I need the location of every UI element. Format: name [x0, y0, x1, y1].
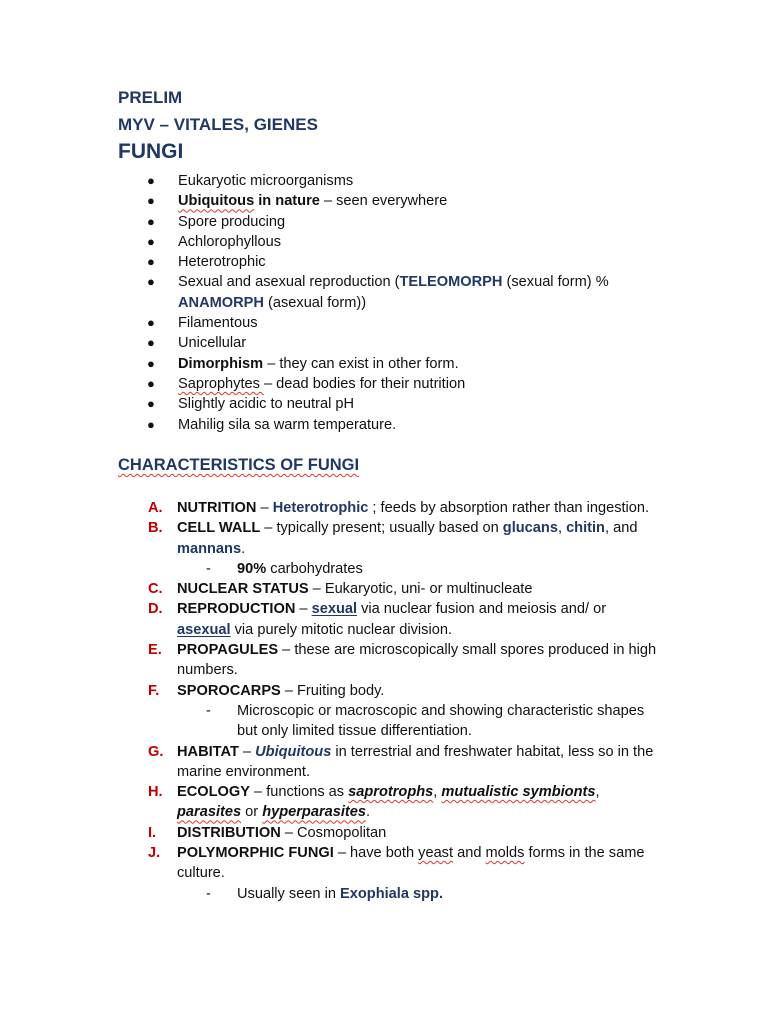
bullet-icon: ●: [147, 193, 155, 209]
list-item: A. NUTRITION – Heterotrophic ; feeds by absorption rather than ingestion.: [0, 498, 768, 518]
term-ubiquitous: Ubiquitous: [178, 193, 255, 210]
item-marker: C.: [148, 581, 163, 598]
list-item: E. PROPAGULES – these are microscopically small spores produced in high numbers.: [148, 642, 657, 679]
dash-marker: -: [206, 702, 211, 719]
bullet-icon: ●: [147, 274, 155, 290]
term-dimorphism: Dimorphism: [178, 355, 264, 372]
list-item: J. POLYMORPHIC FUNGI – have both yeast and molds forms in the same culture.: [148, 845, 645, 882]
dash-marker: -: [206, 885, 211, 902]
section-label-prelim: PRELIM: [118, 88, 183, 107]
list-item: ● Mahilig sila sa warm temperature.: [0, 415, 768, 435]
item-marker: H.: [148, 784, 163, 801]
list-item: ● Achlorophyllous: [0, 232, 768, 252]
term-teleomorph: TELEOMORPH: [399, 274, 503, 291]
list-item: ● Eukaryotic microorganisms: [0, 171, 768, 191]
bullet-icon: ●: [147, 315, 155, 331]
item-marker: F.: [148, 682, 160, 699]
list-item: ● Heterotrophic: [0, 252, 768, 272]
section-heading: CHARACTERISTICS OF FUNGI: [118, 456, 360, 474]
list-item: B. CELL WALL – typically present; usually based on glucans, chitin, and mannans.: [148, 520, 638, 557]
list-item: ● Dimorphism – they can exist in other form.: [0, 354, 768, 374]
page-title: FUNGI: [118, 140, 184, 163]
item-marker: J.: [148, 845, 161, 862]
term-saprophytes: Saprophytes: [178, 375, 264, 392]
sub-item: - Usually seen in Exophiala spp.: [0, 884, 768, 904]
fungi-bullet-list: [0, 171, 768, 435]
item-marker: D.: [148, 601, 163, 618]
list-item: D. REPRODUCTION – sexual via nuclear fusion and meiosis and/ or asexual via purely mitotic nuclear division.: [148, 601, 607, 638]
list-item: C. NUCLEAR STATUS – Eukaryotic, uni- or multinucleate: [0, 579, 768, 599]
list-item: ● Slightly acidic to neutral pH: [0, 394, 768, 414]
sub-item: - 90% carbohydrates: [0, 559, 768, 579]
item-marker: B.: [148, 520, 163, 537]
bullet-icon: ●: [147, 335, 155, 351]
list-item: H. ECOLOGY – functions as saprotrophs, mutualistic symbionts, parasites or hyperparasites.: [148, 784, 600, 821]
sub-item: - Microscopic or macroscopic and showing characteristic shapes but only limited tissue differentiation.: [206, 702, 645, 740]
bullet-icon: ●: [147, 254, 155, 270]
subject-label: MYV – VITALES, GIENES: [118, 115, 318, 134]
item-marker: G.: [148, 743, 164, 760]
item-marker: I.: [148, 824, 157, 841]
item-marker: E.: [148, 642, 162, 659]
list-item: I. DISTRIBUTION – Cosmopolitan: [0, 823, 768, 843]
list-item: ● Filamentous: [0, 313, 768, 333]
characteristics-list: [0, 498, 768, 904]
bullet-icon: ●: [147, 233, 155, 249]
dash-marker: -: [206, 560, 211, 577]
list-item: ● Saprophytes – dead bodies for their nutrition: [0, 374, 768, 394]
list-item: ● Spore producing: [0, 212, 768, 232]
bullet-icon: ●: [147, 355, 155, 371]
term-anamorph: ANAMORPH: [178, 294, 264, 311]
bullet-icon: ●: [147, 173, 155, 188]
list-item: ● Unicellular: [0, 333, 768, 353]
item-marker: A.: [148, 500, 163, 516]
bullet-icon: ●: [147, 213, 155, 229]
list-item: G. HABITAT – Ubiquitous in terrestrial and freshwater habitat, less so in the marine environment.: [148, 743, 654, 780]
list-item: ● Sexual and asexual reproduction (TELEOMORPH (sexual form) % ANAMORPH (asexual form)): [147, 274, 609, 311]
bullet-icon: ●: [147, 396, 155, 412]
bullet-icon: ●: [147, 416, 155, 432]
list-item: ● Ubiquitous in nature – seen everywhere: [0, 191, 768, 211]
bullet-icon: ●: [147, 375, 155, 391]
list-item: F. SPOROCARPS – Fruiting body.: [0, 681, 768, 701]
